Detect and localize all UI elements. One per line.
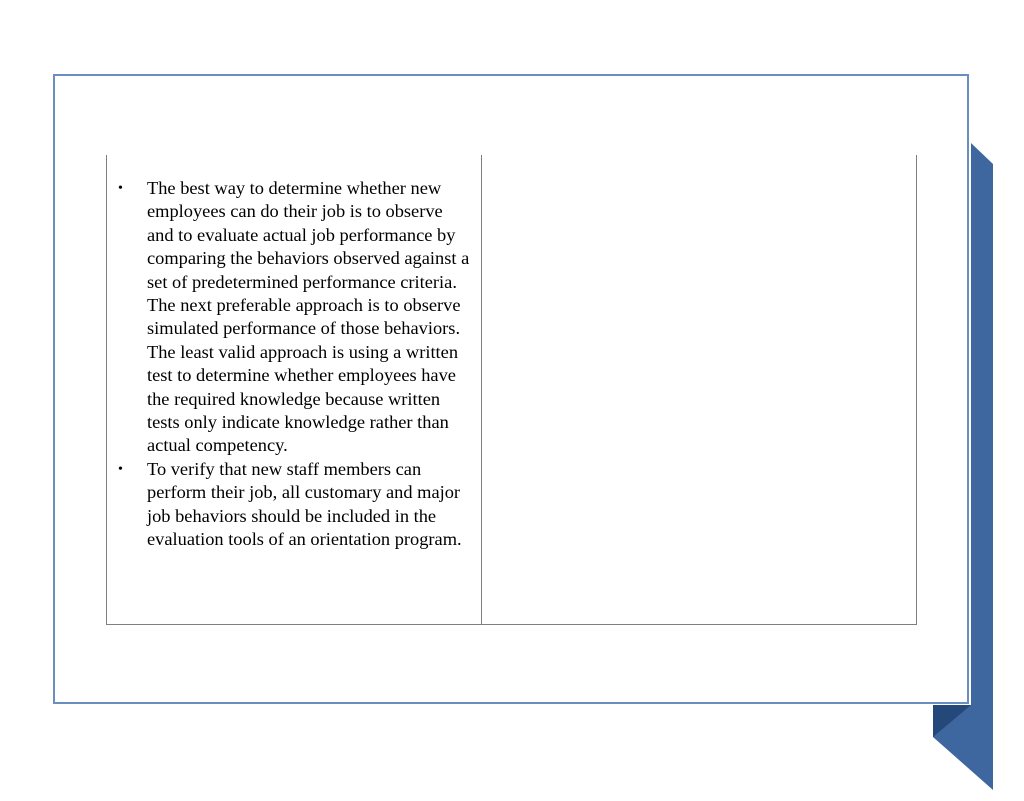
bullet-icon: •: [118, 181, 123, 196]
side-tab-fold: [933, 705, 971, 737]
bullet-text: The best way to determine whether new employees can do their job is to observe and to evaluate actual job performance by comparing the behaviors observed against a set of predetermined performance criteria. The next preferable approach is to observe simulated performance of those behaviors. The least valid approach is using a written test to determine whether employees have the required knowledge because written tests only indicate knowledge rather than actual competency.: [147, 178, 470, 456]
bullet-list: [115, 177, 473, 552]
table-cell-left: [107, 177, 481, 552]
bullet-icon: •: [118, 461, 123, 477]
content-table: [106, 155, 917, 625]
list-item: [115, 458, 473, 552]
bullet-text: To verify that new staff members can perform their job, all customary and major job behaviors should be included in the evaluation tools of an orientation program.: [147, 458, 462, 550]
table-column-divider: [481, 155, 482, 624]
list-item: [115, 177, 473, 458]
